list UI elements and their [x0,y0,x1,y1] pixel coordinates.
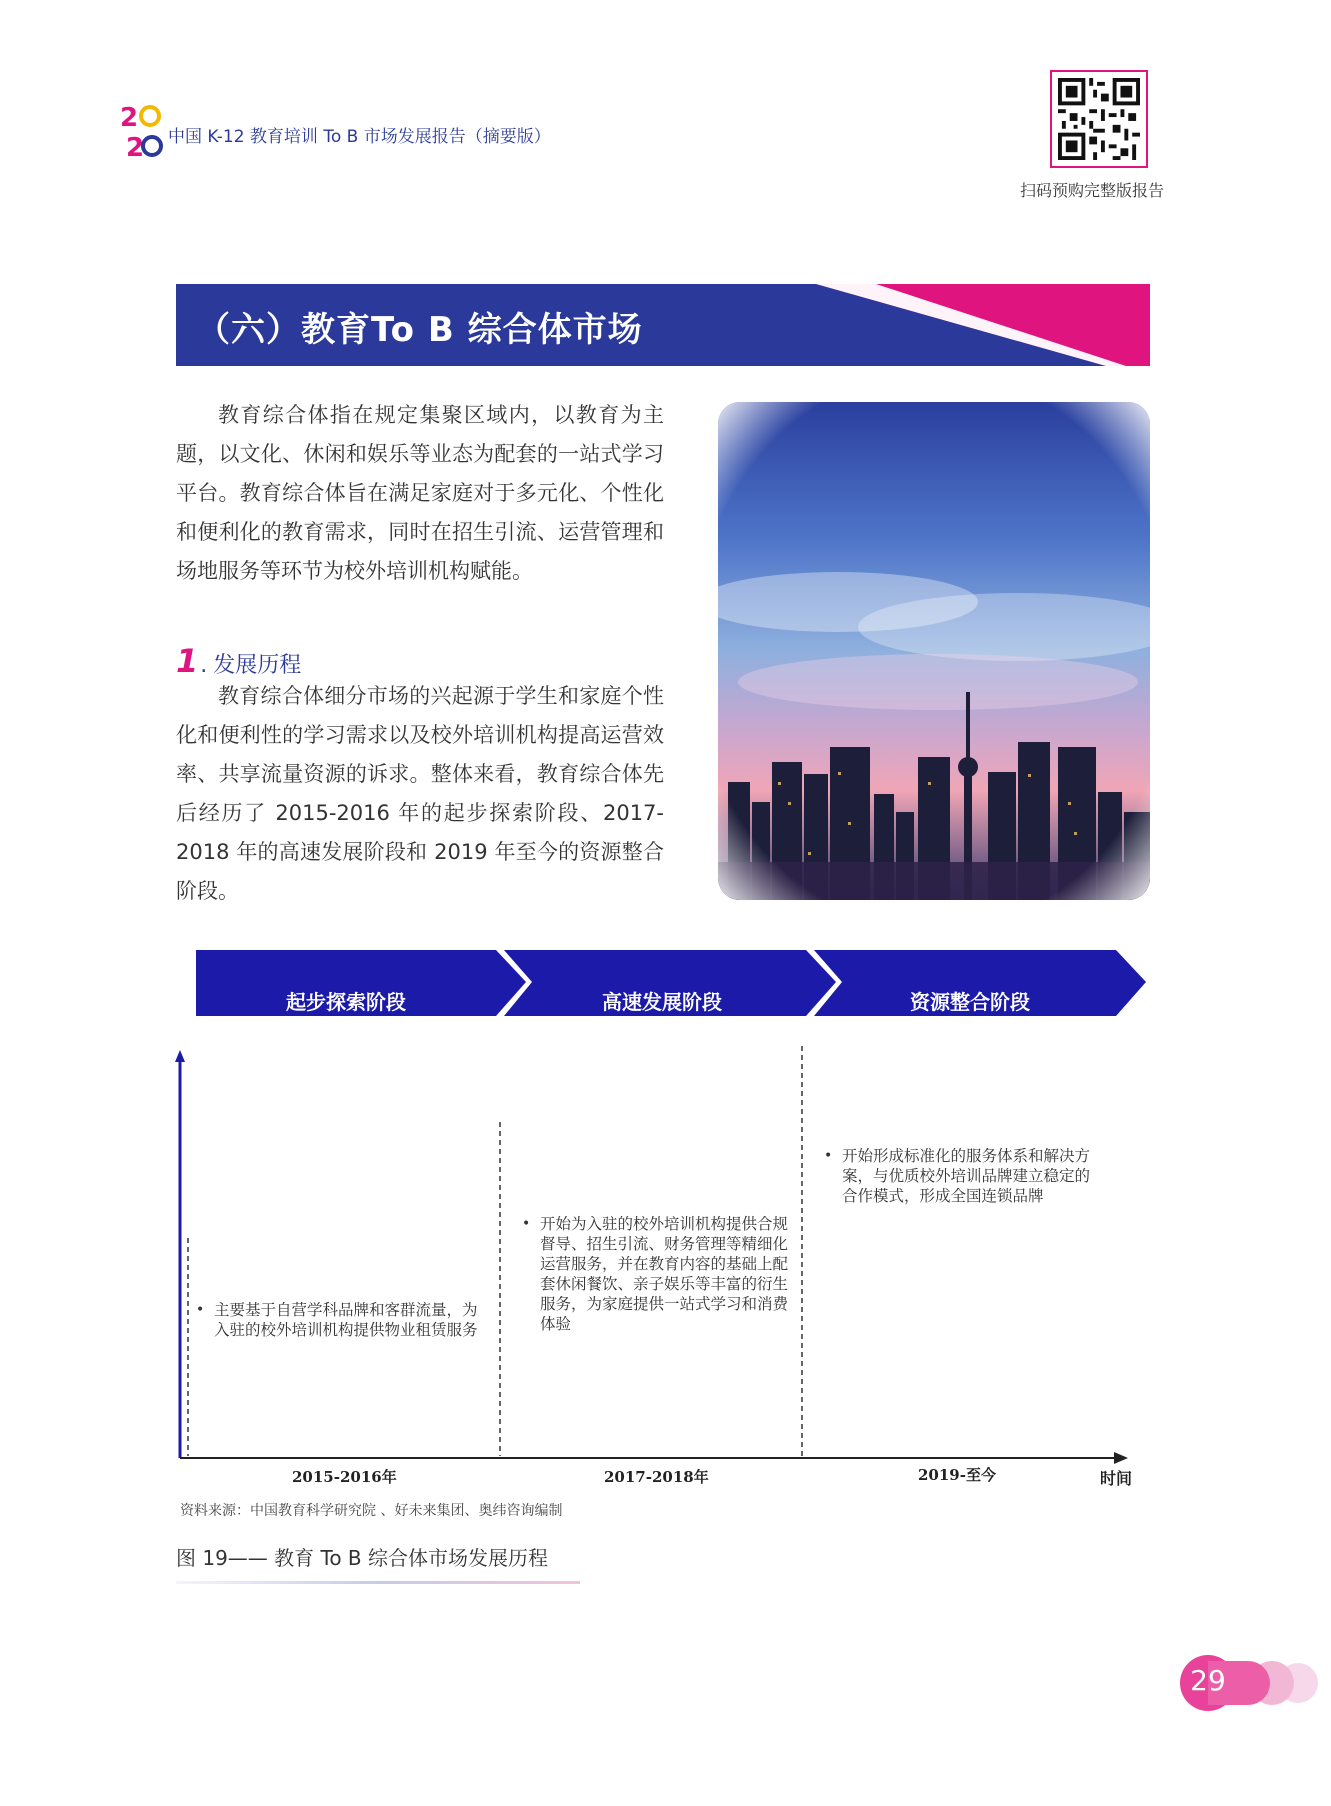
figure-source: 资料来源：中国教育科学研究院 、好未来集团、奥纬咨询编制 [180,1503,563,1519]
subsection-heading [176,642,301,680]
subsection-title: 发展历程 [213,653,302,678]
section-title: （六）教育To B 综合体市场 [196,310,643,350]
svg-text:2: 2 [126,133,145,160]
figure-caption: 图 19—— 教育 To B 综合体市场发展历程 [176,1546,549,1570]
phase-1-text: 主要基于自营学科品牌和客群流量，为入驻的校外培训机构提供物业租赁服务 [214,1301,478,1339]
intro-paragraph: 教育综合体指在规定集聚区域内，以教育为主题，以文化、休闲和娱乐等业态为配套的一站式学习平台。教育综合体旨在满足家庭对于多元化、个性化和便利化的教育需求，同时在招生引流、运营管理和场地服务等环节为校外培训机构赋能。 [176,403,664,583]
y-axis-arrow [175,1050,185,1062]
year-label-1: 2015-2016年 [292,1468,397,1486]
year-label-3: 2019-至今 [918,1466,996,1484]
phase-3-bullet [824,1146,1094,1206]
caption-underline [176,1570,580,1576]
phase-1-bullet [196,1300,484,1340]
history-paragraph: 教育综合体细分市场的兴起源于学生和家庭个性化和便利性的学习需求以及校外培训机构提高运营效率、共享流量资源的诉求。整体来看，教育综合体先后经历了 2015-2016 年的起步探索阶段、2017-2018 年的高速发展阶段和 2019 年至今的资源整合阶段。 [176,684,664,903]
phase-label-3: 资源整合阶段 [910,990,1030,1014]
qr-caption: 扫码预购完整版报告 [1020,181,1165,200]
phase-2-bullet [522,1214,792,1334]
phase-label-2: 高速发展阶段 [602,990,722,1014]
x-axis-label: 时间 [1100,1469,1133,1488]
year-label-2: 2017-2018年 [604,1468,709,1486]
subsection-dot: . [200,653,208,678]
bullet-dot: • [522,1216,531,1232]
qr-code[interactable] [1050,70,1148,168]
x-axis-arrow [1114,1452,1128,1464]
city-skyline-photo [718,402,1150,900]
page-number: 29 [1190,1664,1226,1697]
phase-3-text: 开始形成标准化的服务体系和解决方案，与优质校外培训品牌建立稳定的合作模式，形成全国连锁品牌 [842,1147,1091,1205]
svg-text:2: 2 [120,103,139,133]
phase-label-1: 起步探索阶段 [286,990,406,1014]
subsection-number: 1 [176,642,199,680]
bullet-dot: • [196,1302,205,1318]
phase-2-text: 开始为入驻的校外培训机构提供合规督导、招生引流、财务管理等精细化运营服务，并在教育内容的基础上配套休闲餐饮、亲子娱乐等丰富的衍生服务，为家庭提供一站式学习和消费体验 [540,1215,789,1333]
year-2020-logo [120,98,164,160]
header-title: 中国 K-12 教育培训 To B 市场发展报告（摘要版） [168,127,551,147]
timeline-chart [170,950,1150,1510]
bullet-dot: • [824,1148,833,1164]
